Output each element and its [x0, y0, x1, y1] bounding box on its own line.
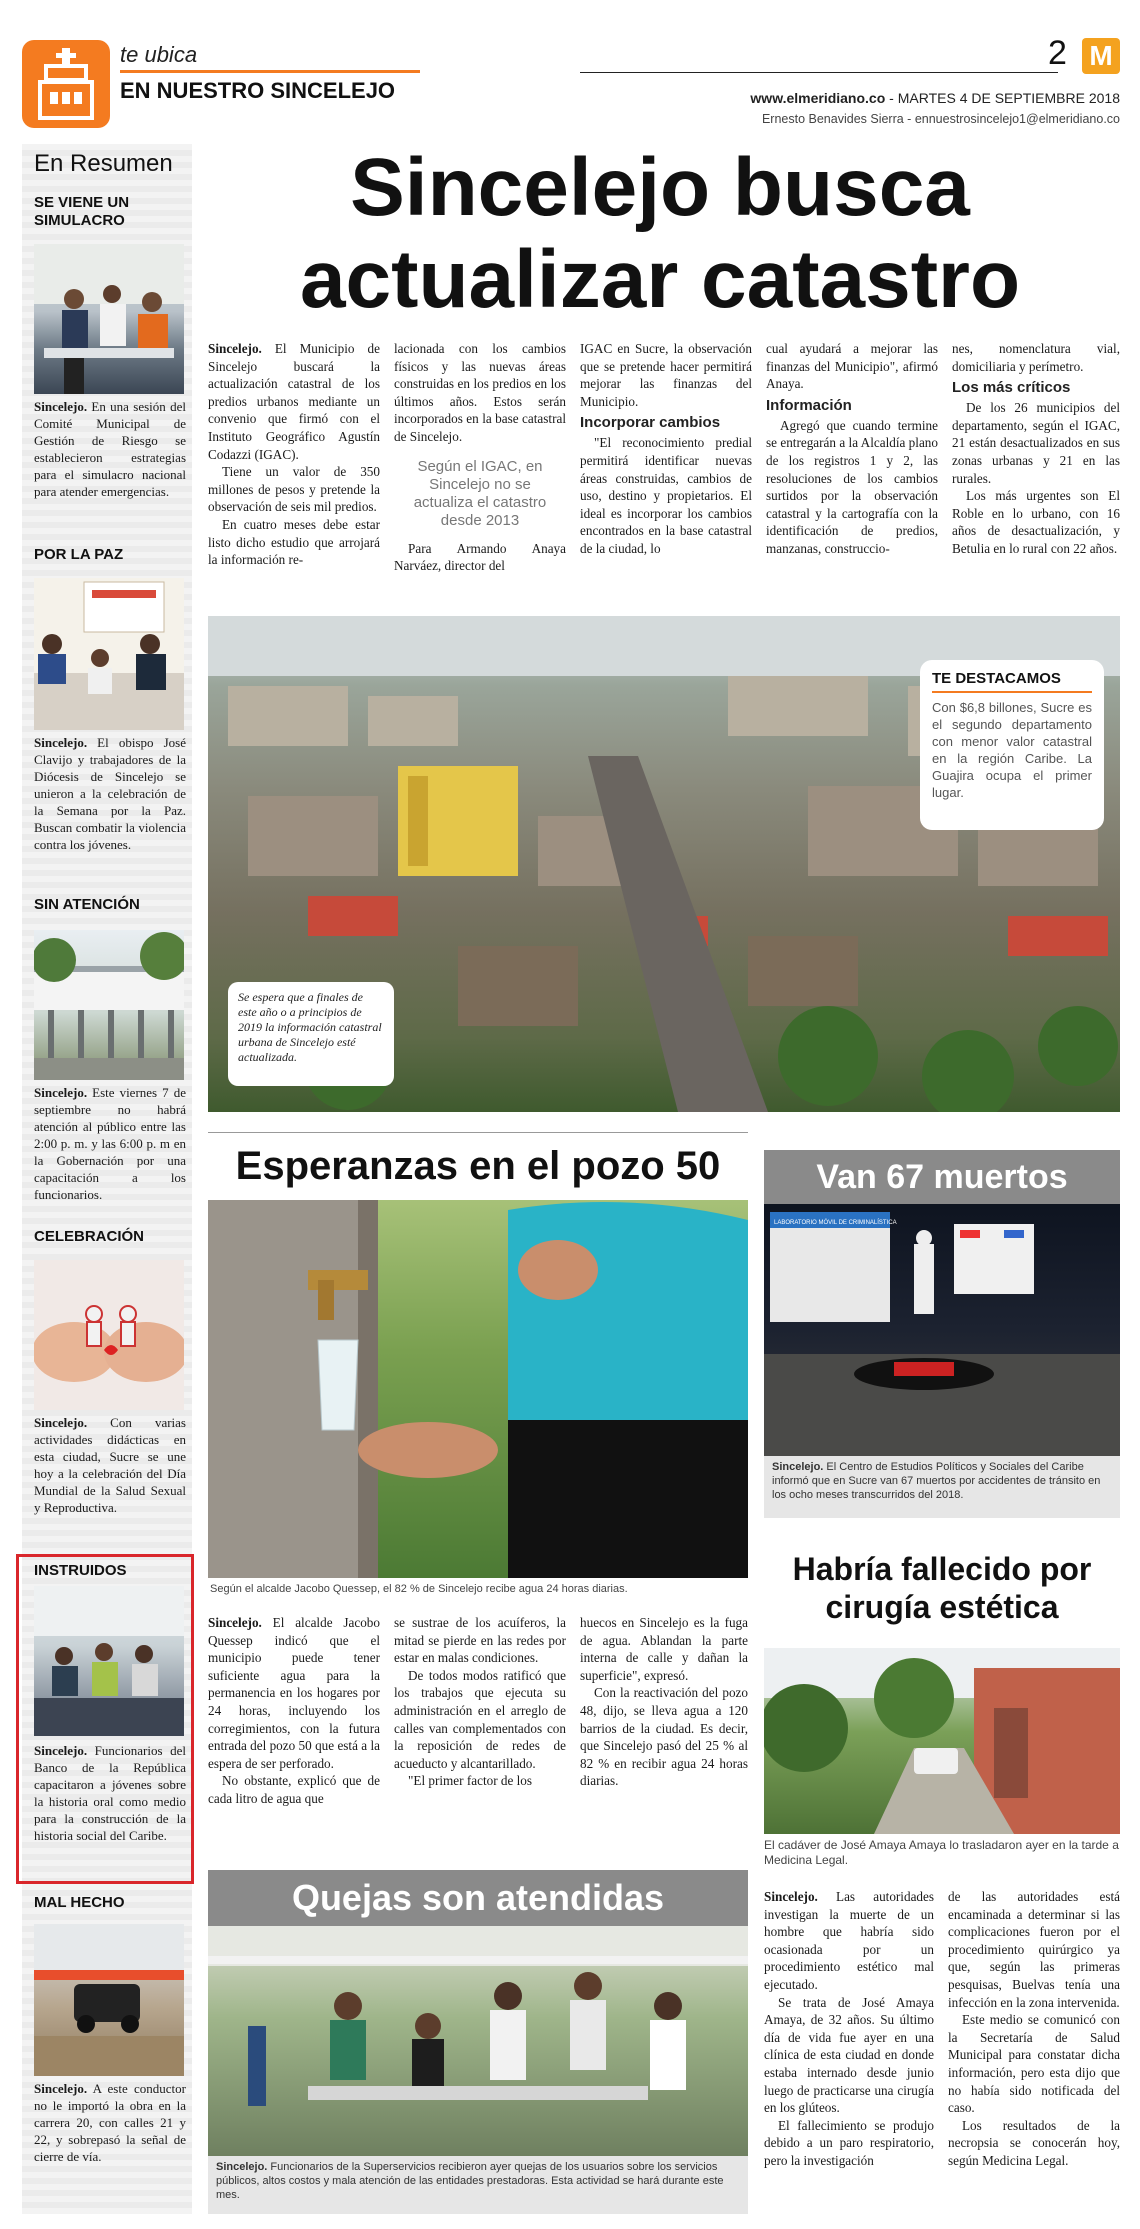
dateline: Sincelejo. — [208, 341, 262, 356]
main-col-1 — [208, 340, 380, 569]
accident-scene-photo — [764, 1204, 1120, 1456]
cirugia-photo-caption: El cadáver de José Amaya Amaya lo trasladaron ayer en la tarde a Medicina Legal. — [764, 1838, 1119, 1867]
cirugia-col-2 — [948, 1888, 1120, 2170]
government-building-photo — [34, 930, 184, 1080]
quejas-caption — [216, 2160, 740, 2202]
photo-caption: Se espera que a finales de este año o a principios de 2019 la información catastral urbana de Sincelejo esté actualizada. — [238, 990, 382, 1064]
sidebar-text-celebracion — [34, 1414, 186, 1516]
sidebar-heading-paz: POR LA PAZ — [34, 546, 124, 563]
highlight-card — [920, 660, 1104, 830]
main-col-2 — [394, 340, 566, 575]
caption-text: Funcionarios de la Superservicios recibieron ayer quejas de los usuarios sobre los servicios públicos, altos costos y mala atención de las entidades prestadoras. Esta actividad se hará durante este mes. — [216, 2161, 724, 2201]
van-label: LABORATORIO MÓVIL DE CRIMINALÍSTICA — [774, 1220, 897, 1226]
paragraph: "El primer factor de los — [408, 1773, 533, 1789]
subheading: Los más críticos — [952, 379, 1071, 397]
logo-letter: M — [1089, 40, 1113, 71]
sidebar-title: En Resumen — [34, 150, 173, 177]
cirugia-headline-line1: Habría fallecido por — [792, 1551, 1092, 1587]
paragraph: Con la reactivación del pozo 48, dijo, se lleva agua a 120 barrios de la ciudad. Es decir, que Sincelejo pasó del 25 % al 82 % en recibir agua 24 horas diarias. — [580, 1685, 748, 1789]
paragraph: "El reconocimiento predial permitirá identificar nuevas áreas construidas, cambios de uso, destino y propietarios. El ideal es incorporar los cambios encontrados en la base catastral de la ciudad, lo — [580, 435, 752, 556]
section-logo — [22, 40, 110, 128]
paragraph: Se trata de José Amaya Amaya, de 32 años. Su último día de vida fue ayer en una clínica de esta ciudad en donde estaba internado desde junio luego de practicarse una cirugía en los glúteos. — [764, 1994, 934, 2116]
header-top-rule — [580, 72, 1058, 73]
sidebar-heading-celebracion: CELEBRACIÓN — [34, 1228, 145, 1245]
dateline: Sincelejo. — [772, 1461, 824, 1473]
quejas-caption-box — [208, 2156, 748, 2214]
paragraph: El fallecimiento se produjo debido a un paro respiratorio, pero la investigación — [764, 2117, 934, 2168]
highlight-text: Con $6,8 billones, Sucre es el segundo departamento con menor valor catastral en la región Caribe. La Guajira ocupa el primer lugar. — [932, 700, 1092, 800]
page-number: 2 — [1048, 34, 1067, 72]
paragraph: huecos en Sincelejo es la fuga de agua. Ablandan la parte interna de calle y dañan la superficie", expresó. — [580, 1615, 748, 1683]
classroom-photo — [34, 1586, 184, 1736]
pozo-photo-caption: Según el alcalde Jacobo Quessep, el 82 % de Sincelejo recibe agua 24 horas diarias. — [210, 1583, 628, 1595]
dateline: Sincelejo. — [34, 2081, 88, 2096]
paragraph: Para Armando Anaya Narváez, director del — [394, 540, 566, 574]
sidebar-heading-malhecho: MAL HECHO — [34, 1894, 125, 1911]
paragraph: De los 26 municipios del departamento, según el IGAC, 21 están desactualizados en sus zonas urbanas y 21 en las rurales. — [952, 400, 1120, 486]
paragraph: El alcalde Jacobo Quessep indicó que el municipio puede tener suficiente agua para la permanencia en los hogares por 24 horas, incluyendo los corregimientos, con la futura entrada del pozo 50 que está a la espera de ser perforado. — [208, 1615, 380, 1771]
pozo-col-2 — [394, 1614, 566, 1790]
dateline: Sincelejo. — [764, 1889, 818, 1904]
sidebar-text-simulacro — [34, 398, 186, 500]
main-headline-line1: Sincelejo busca — [350, 142, 970, 233]
muertos-banner — [764, 1150, 1120, 1204]
hands-figures-photo — [34, 1260, 184, 1410]
paragraph: cual ayudará a mejorar las finanzas del Municipio", afirmó Anaya. — [766, 341, 938, 392]
pozo-col-3 — [580, 1614, 748, 1790]
quejas-photo — [208, 1926, 748, 2156]
subheading: Información — [766, 396, 852, 414]
main-headline — [200, 142, 1120, 326]
quejas-headline: Quejas son atendidas — [291, 1877, 665, 1918]
header-kicker-rule — [120, 70, 420, 73]
header-dateline — [716, 90, 1120, 106]
brief-text: Funcionarios del Banco de la República capacitaron a jóvenes sobre la historia oral como medio para la construcción de la historia social del Caribe. — [34, 1743, 186, 1843]
paragraph: No obstante, explicó que de cada litro de agua que — [208, 1773, 380, 1806]
sidebar-text-instruidos — [34, 1742, 186, 1844]
header-section: EN NUESTRO SINCELEJO — [120, 78, 396, 103]
water-tap-photo — [208, 1200, 748, 1578]
paragraph: Agregó que cuando termine se entregarán a la Alcaldía plano de los registros 1 y 2, las resoluciones de los cambios surtidos por la observación catastral y la cartografía con la identificación de predios, manzanas, construccio- — [766, 417, 938, 556]
muertos-headline: Van 67 muertos — [816, 1158, 1068, 1196]
pozo-col-1 — [208, 1614, 380, 1808]
dateline: Sincelejo. — [34, 399, 88, 414]
paragraph: Este medio se comunicó con la Secretaría de Salud Municipal para constatar dicha información, pero esta dijo que no había sido notificada del caso. — [948, 2012, 1120, 2116]
main-col-3 — [580, 340, 752, 558]
dateline: Sincelejo. — [34, 735, 88, 750]
cirugia-col-1 — [764, 1888, 934, 2170]
cirugia-headline — [764, 1550, 1120, 1626]
paragraph: Los más urgentes son El Roble en lo urbano, con 16 años de desactualización, y Betulia en lo rural con 22 años. — [952, 488, 1120, 556]
paragraph: Tiene un valor de 350 millones de pesos y pretende la observación de seis mil predios. — [208, 464, 380, 515]
brief-text: El obispo José Clavijo y trabajadores de la Diócesis de Sincelejo se unieron a la celebración de la Semana por la Paz. Buscan combatir la violencia contra los jóvenes. — [34, 735, 186, 852]
pull-quote: Según el IGAC, en Sincelejo no se actualiza el catastro desde 2013 — [413, 457, 547, 529]
paragraph: De todos modos ratificó que los trabajos que ejecuta su administración en el arreglo de calles van complementados con la reposición de redes de acueducto y alcantarillado. — [394, 1667, 566, 1771]
pozo-top-rule — [208, 1132, 748, 1133]
photo-caption-bubble — [228, 982, 394, 1086]
dateline: Sincelejo. — [216, 2161, 268, 2173]
clinic-driveway-photo — [764, 1648, 1120, 1834]
main-headline-line2: actualizar catastro — [299, 234, 1021, 325]
muertos-caption — [772, 1460, 1112, 1502]
bishop-photo — [34, 578, 184, 730]
caption-text: El Centro de Estudios Políticos y Sociales del Caribe informó que en Sucre van 67 muertos por accidentes de tránsito en los ocho meses transcurridos del 2018. — [772, 1461, 1101, 1501]
sidebar-heading-simulacro: SE VIENE UN SIMULACRO — [34, 194, 130, 229]
newspaper-logo — [1082, 38, 1120, 74]
paragraph: nes, nomenclatura vial, domiciliaria y perímetro. — [952, 341, 1120, 374]
issue-date: - MARTES 4 DE SEPTIEMBRE 2018 — [889, 90, 1120, 106]
header-byline: Ernesto Benavides Sierra - ennuestrosincelejo1@elmeridiano.co — [761, 112, 1120, 126]
quejas-banner — [208, 1870, 748, 1926]
highlight-title: TE DESTACAMOS — [932, 670, 1092, 693]
subheading: Incorporar cambios — [580, 414, 721, 432]
sidebar-heading-atencion: SIN ATENCIÓN — [34, 896, 140, 913]
paragraph: Las autoridades investigan la muerte de un hombre que habría sido ocasionada por un procedimiento estético mal ejecutado. — [764, 1889, 934, 1992]
paragraph: El Municipio de Sincelejo buscará la actualización catastral de los predios urbanos mediante un convenio que firmó con el Instituto Geográfico Agustín Codazzi (IGAC). — [208, 341, 380, 462]
main-col-5 — [952, 340, 1120, 558]
paragraph: En cuatro meses debe estar listo dicho estudio que arrojará la información re- — [208, 516, 380, 568]
brief-text: Con varias actividades didácticas en esta ciudad, Sucre se une hoy a la celebración del Día Mundial de la Salud Sexual y Reproductiva. — [34, 1415, 186, 1515]
brief-text: Este viernes 7 de septiembre no habrá atención al público entre las 2:00 p. m. y las 6:00 p. m en la Gobernación por una capacitación a los funcionarios. — [34, 1085, 186, 1202]
website[interactable]: www.elmeridiano.co — [750, 90, 886, 106]
sidebar-text-atencion — [34, 1084, 186, 1203]
main-col-4 — [766, 340, 938, 558]
brief-text: En una sesión del Comité Municipal de Gestión de Riesgo se establecieron estrategias para el simulacro nacional para atender emergencias. — [34, 399, 186, 499]
sidebar-text-malhecho — [34, 2080, 186, 2165]
sidebar-heading-instruidos: INSTRUIDOS — [34, 1562, 127, 1579]
car-roadwork-photo — [34, 1924, 184, 2076]
header-kicker: te ubica — [120, 42, 198, 67]
dateline: Sincelejo. — [34, 1085, 88, 1100]
cirugia-headline-line2: cirugía estética — [825, 1589, 1059, 1625]
dateline: Sincelejo. — [34, 1743, 88, 1758]
dateline: Sincelejo. — [208, 1615, 262, 1630]
sidebar-text-paz — [34, 734, 186, 853]
paragraph: IGAC en Sucre, la observación que se pretende hacer permitirá mejorar las finanzas del Municipio. — [580, 341, 752, 409]
paragraph: lacionada con los cambios físicos y las nuevas áreas construidas en los predios en los últimos años. Estos serán incorporados en la base catastral de Sincelejo. — [394, 341, 566, 444]
muertos-caption-box — [764, 1456, 1120, 1518]
brief-text: A este conductor no le importó la obra en la carrera 20, con calles 21 y 22, y sobrepasó la señal de cierre de vía. — [34, 2081, 186, 2164]
church-icon — [22, 40, 110, 128]
paragraph: Los resultados de la necropsia se conocerán hoy, según Medicina Legal. — [948, 2117, 1120, 2168]
pozo-headline: Esperanzas en el pozo 50 — [235, 1144, 721, 1188]
paragraph: de las autoridades está encaminada a determinar si las complicaciones fueron por el procedimiento quirúrgico ya que, según las primeras pesquisas, Buelvas tenía una infección en la zona intervenida. — [948, 1889, 1120, 2010]
paragraph: se sustrae de los acuíferos, la mitad se pierde en las redes por estar en malas condiciones. — [394, 1615, 566, 1666]
dateline: Sincelejo. — [34, 1415, 88, 1430]
meeting-photo — [34, 244, 184, 394]
